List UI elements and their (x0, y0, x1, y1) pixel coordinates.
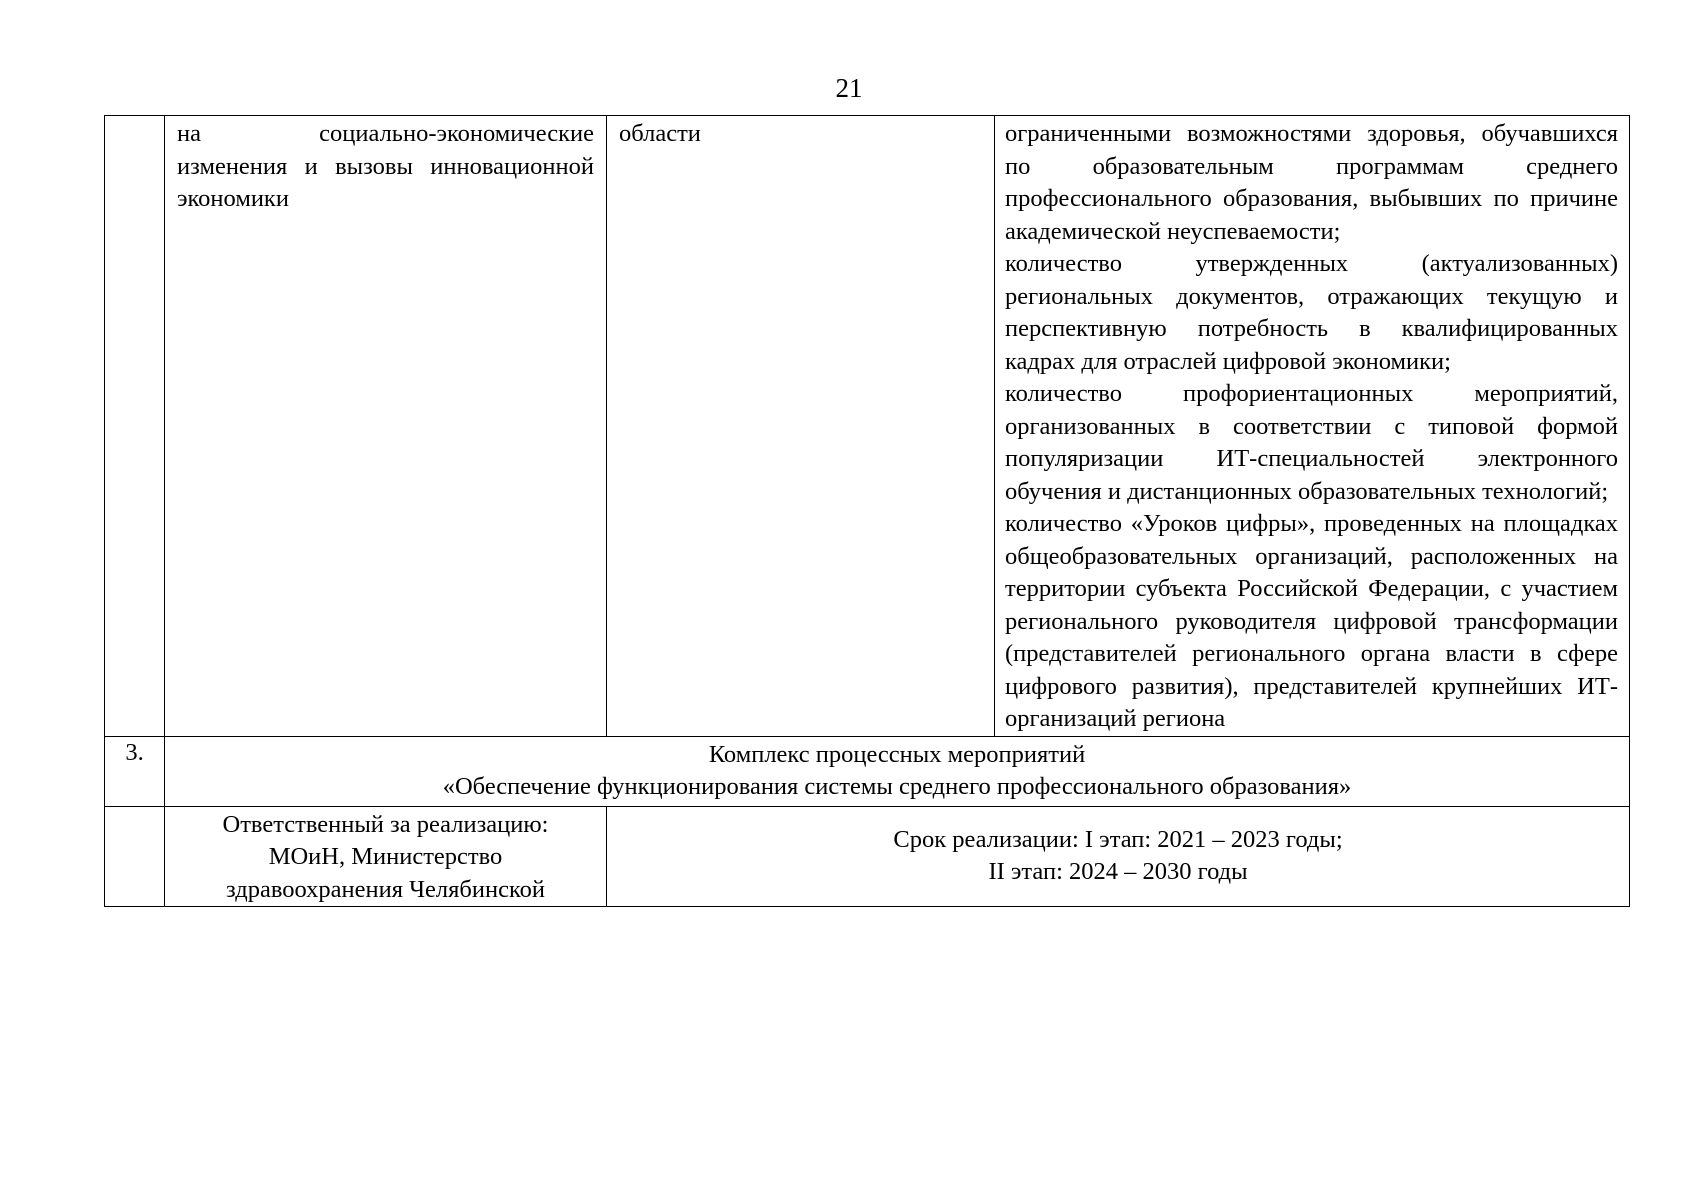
indicator-paragraph: количество профориентационных мероприятий, организованных в соответствии с типовой формой популяризации ИТ-специальностей электронного обучения и дистанционных образовательных технологий; (1005, 380, 1618, 505)
section-title-line2: «Обеспечение функционирования системы среднего профессионального образования» (442, 773, 1352, 800)
table-row-responsible (105, 806, 1630, 907)
responsible-line: Ответственный за реализацию: (222, 810, 549, 838)
indicators-cell (995, 116, 1630, 737)
program-table (104, 115, 1630, 907)
responsible-number-cell (105, 806, 165, 907)
indicator-paragraph: количество утвержденных (актуализованных) региональных документов, отражающих текущую и перспективную потребность в квалифицированных кадрах для отраслей цифровой экономики; (1005, 250, 1618, 375)
section-title-line1: Комплекс процессных мероприятий (708, 740, 1086, 768)
term-line: II этап: 2024 – 2030 годы (988, 858, 1248, 885)
term-cell (607, 806, 1630, 907)
section-title-cell (165, 736, 1630, 806)
responsible-line: МОиН, Министерство (268, 843, 503, 870)
page-number: 21 (835, 73, 863, 103)
indicator-paragraph: количество «Уроков цифры», проведенных на площадках общеобразовательных организаций, расположенных на территории субъекта Российской Федерации, с участием регионального руководителя цифровой трансформации (представителей регионального органа власти в сфере цифрового развития), представителей крупнейших ИТ-организаций региона (1005, 510, 1618, 732)
term-line: Срок реализации: I этап: 2021 – 2023 годы; (893, 825, 1343, 853)
table-row-section (105, 736, 1630, 806)
row-number-cell (105, 116, 165, 737)
responsible-text (165, 807, 606, 907)
region-text: области (619, 120, 701, 147)
task-cell (165, 116, 607, 737)
table-row-continuation (105, 116, 1630, 737)
region-cell (607, 116, 995, 737)
section-number: 3. (105, 736, 165, 806)
responsible-line: здравоохранения Челябинской (226, 875, 545, 903)
responsible-cell (165, 806, 607, 907)
term-text (607, 807, 1629, 889)
indicators-list (995, 116, 1629, 736)
section-title (165, 737, 1629, 806)
task-text: на социально-экономические изменения и вызовы инновационной экономики (177, 120, 594, 212)
indicator-paragraph: ограниченными возможностями здоровья, обучавшихся по образовательным программам среднего профессионального образования, выбывших по причине академической неуспеваемости; (1005, 120, 1618, 245)
